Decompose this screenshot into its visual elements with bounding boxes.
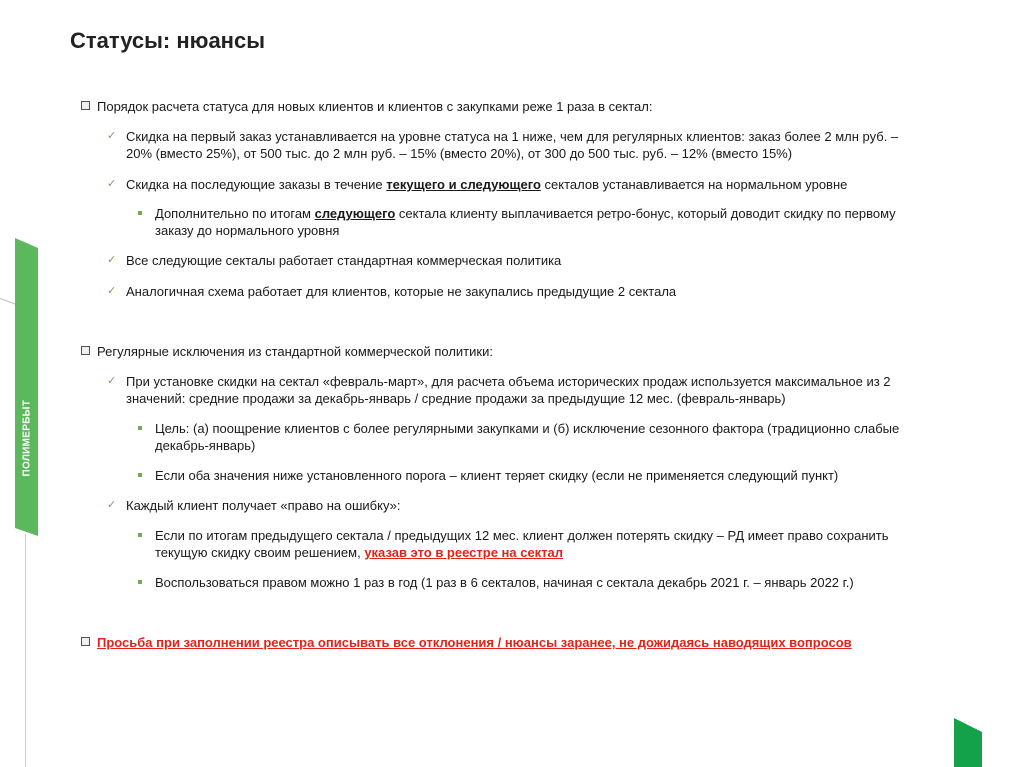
list-item [155,420,940,454]
item-text: Регулярные исключения из стандартной коммерческой политики: [97,344,493,359]
item-text: Аналогичная схема работает для клиентов, которые не закупались предыдущие 2 сектала [126,284,677,299]
decor-line [25,534,26,767]
emphasis: текущего и следующего [386,177,541,192]
red-emphasis: указав это в реестре на сектал [364,545,564,560]
square-small-bullet-icon [138,473,142,477]
list-item [155,527,915,561]
list-item [97,98,897,115]
check-bullet-icon: ✓ [107,285,117,297]
item-text: Если по итогам предыдущего сектала / предыдущих 12 мес. клиент должен потерять скидку – РД имеет право сохранить текущую скидку своим решением, [155,528,889,560]
check-bullet-icon: ✓ [107,254,117,266]
item-text: Если оба значения ниже установленного порога – клиент теряет скидку (если не применяется следующий пункт) [155,468,839,483]
list-item [107,176,926,193]
item-text: Дополнительно по итогам [155,206,315,221]
item-text: Цель: (а) поощрение клиентов с более регулярными закупками и (б) исключение сезонного фактора (традиционно слабые декабрь-январь) [155,421,900,453]
list-item [97,343,897,360]
square-bullet-icon [81,637,90,646]
item-text: Скидка на последующие заказы в течение [126,177,387,192]
square-bullet-icon [81,101,90,110]
decor-line [0,298,17,305]
brand-logo-text [22,451,33,477]
square-small-bullet-icon [138,426,142,430]
brand-bar [15,238,38,536]
list-item [155,467,955,484]
list-item [107,373,941,407]
item-text: Скидка на первый заказ устанавливается на уровне статуса на 1 ниже, чем для регулярных клиентов: заказ более 2 млн руб. – 20% (вместо 25%), от 500 тыс. до 2 млн руб. – 15% (вместо 20%), от 300 до 500 тыс. руб. – 12% (вместо 15%) [126,129,899,161]
list-item [107,497,926,514]
item-text: При установке скидки на сектал «февраль-март», для расчета объема исторических продаж используется максимальное из 2 значений: средние продажи за декабрь-январь / средние продажи за предыдущие 12 мес. (февраль-январь) [126,374,891,406]
square-small-bullet-icon [138,533,142,537]
item-text: Каждый клиент получает «право на ошибку»: [126,498,401,513]
list-item [155,205,935,239]
page-title: Статусы: нюансы [70,28,265,53]
list-item [155,574,955,591]
item-text: секталов устанавливается на нормальном уровне [540,177,848,192]
list-item [107,252,926,269]
list-item [107,283,926,300]
check-bullet-icon: ✓ [107,130,117,142]
list-item [97,634,957,651]
item-text: Все следующие секталы работает стандартная коммерческая политика [126,253,562,268]
list-item [107,128,926,162]
corner-decoration [954,718,982,767]
emphasis: следующего [314,206,396,221]
square-small-bullet-icon [138,580,142,584]
check-bullet-icon: ✓ [107,499,117,511]
item-text: сектала клиенту выплачивается ретро-бонус, который доводит скидку по первому заказу до нормального уровня [155,206,896,238]
item-text: Воспользоваться правом можно 1 раз в год (1 раз в 6 секталов, начиная с сектала декабрь 2021 г. – январь 2022 г.) [155,575,854,590]
red-emphasis: Просьба при заполнении реестра описывать все отклонения / нюансы заранее, не дожидаясь наводящих вопросов [97,635,852,650]
check-bullet-icon: ✓ [107,178,117,190]
square-small-bullet-icon [138,211,142,215]
item-text: Порядок расчета статуса для новых клиентов и клиентов с закупками реже 1 раза в сектал: [97,99,653,114]
square-bullet-icon [81,346,90,355]
check-bullet-icon: ✓ [107,375,117,387]
